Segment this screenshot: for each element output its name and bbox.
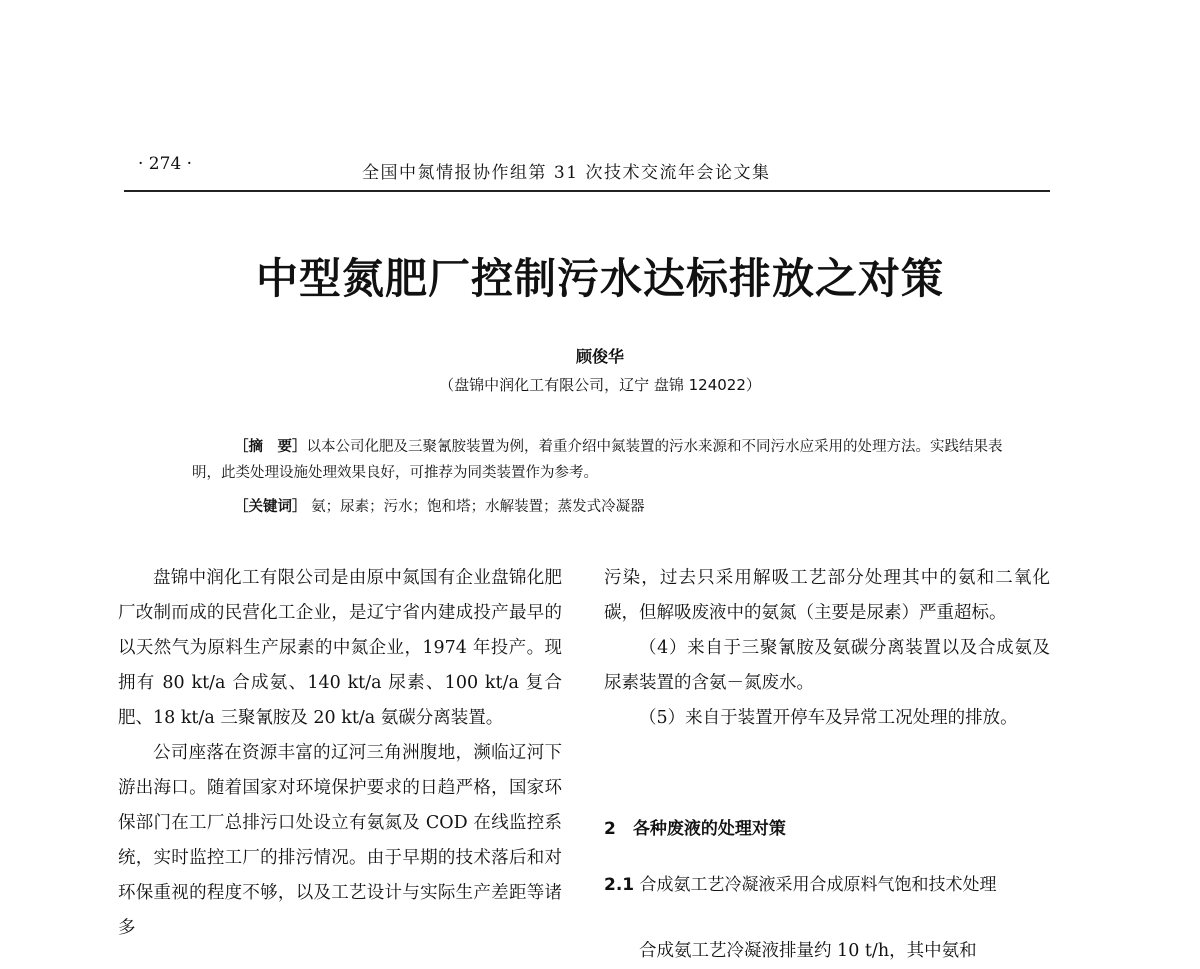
article-title: 中型氮肥厂控制污水达标排放之对策 xyxy=(255,254,944,303)
abstract-label: ［摘 要］ xyxy=(234,439,307,455)
subsection-heading xyxy=(604,868,1050,902)
paragraph: 盘锦中润化工有限公司是由原中氮国有企业盘锦化肥厂改制而成的民营化工企业，是辽宁省内建成投产最早的以天然气为原料生产尿素的中氮企业，1974 年投产。现拥有 80 kt/a 合成氨、140 kt/a 尿素、100 kt/a 复合肥、18 kt/a 三聚氰胺及 20 kt/a 氨碳分离装置。 xyxy=(118,568,562,728)
subsection-title: 合成氨工艺冷凝液采用合成原料气饱和技术处理 xyxy=(639,875,997,895)
abstract-text: 以本公司化肥及三聚氰胺装置为例，着重介绍中氮装置的污水来源和不同污水应采用的处理方法。实践结果表明，此类处理设施处理效果良好，可推荐为同类装置作为参考。 xyxy=(192,439,1003,481)
paragraph: 公司座落在资源丰富的辽河三角洲腹地，濒临辽河下游出海口。随着国家对环境保护要求的日趋严格，国家环保部门在工厂总排污口处设立有氨氮及 COD 在线监控系统，实时监控工厂的排污情况。由于早期的技术落后和对环保重视的程度不够，以及工艺设计与实际生产差距等诸多 xyxy=(118,743,562,938)
keywords-label: ［关键词］ xyxy=(234,499,307,515)
keywords xyxy=(234,495,1014,516)
journal-title: 全国中氮情报协作组第 31 次技术交流年会论文集 xyxy=(362,163,771,183)
list-item: （4）来自于三聚氰胺及氨碳分离装置以及合成氨及尿素装置的含氨－氮废水。 xyxy=(604,638,1050,693)
body-right-column xyxy=(604,561,1050,736)
keywords-text: 氨；尿素；污水；饱和塔；水解装置；蒸发式冷凝器 xyxy=(311,499,645,515)
article-author: 顾俊华 xyxy=(575,347,624,366)
page-number: · 274 · xyxy=(138,154,193,174)
section-heading: 2 各种废液的处理对策 xyxy=(604,819,786,839)
subsection-number: 2.1 xyxy=(604,875,635,895)
body-left-column xyxy=(118,561,562,946)
abstract xyxy=(192,434,1012,486)
list-item: （5）来自于装置开停车及异常工况处理的排放。 xyxy=(639,708,1018,728)
paragraph: 污染，过去只采用解吸工艺部分处理其中的氨和二氧化碳，但解吸废液中的氨氮（主要是尿素）严重超标。 xyxy=(604,568,1050,623)
paragraph-partial: 合成氨工艺冷凝液排量约 10 t/h，其中氨和 xyxy=(639,941,977,961)
running-header xyxy=(124,150,1050,192)
article-affiliation: （盘锦中润化工有限公司，辽宁 盘锦 124022） xyxy=(439,376,761,394)
